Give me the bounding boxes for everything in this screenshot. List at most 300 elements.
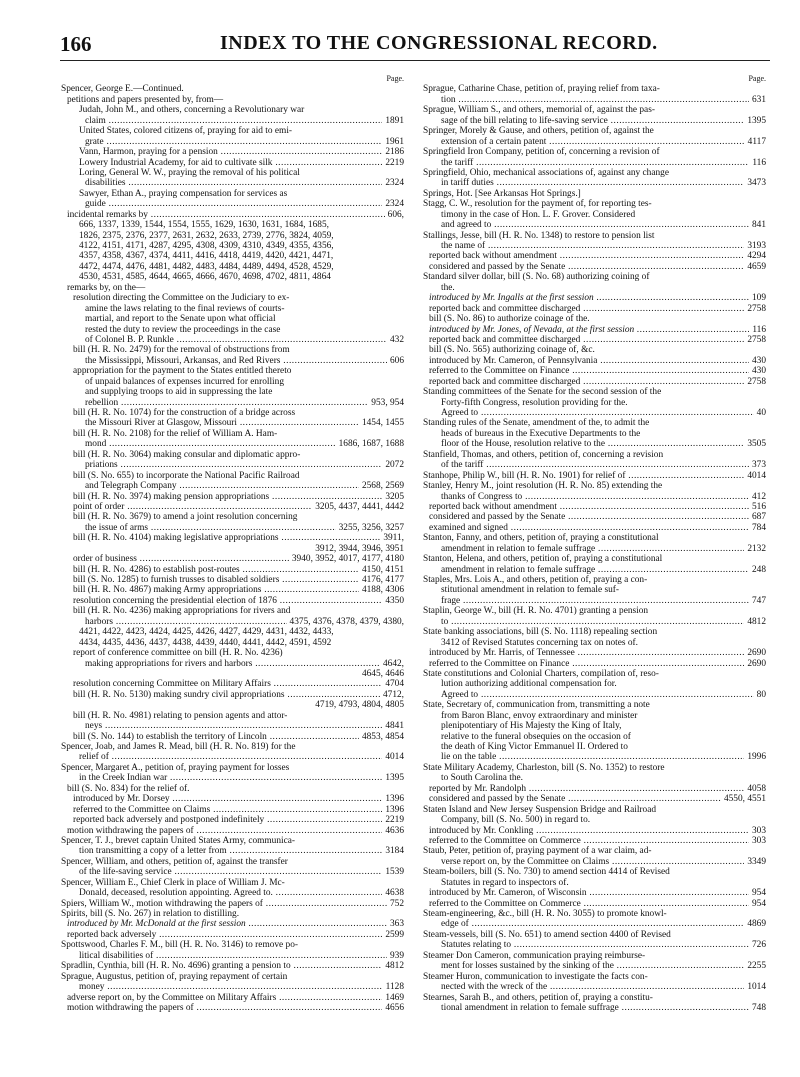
entry-text: of Colonel B. P. Runkle ..... bbox=[85, 335, 404, 345]
index-subentry bbox=[423, 408, 766, 418]
index-subentry bbox=[423, 732, 766, 742]
entry-text: State constitutions and Colonial Charters, compilation of, reso- bbox=[423, 668, 659, 679]
page-reference: 363 bbox=[387, 919, 404, 929]
page-reference: 2255 bbox=[744, 961, 766, 971]
page-reference: 3940, 3952, 4017, 4177, 4180 bbox=[289, 554, 404, 564]
entry-text: grate ..... bbox=[85, 137, 404, 147]
entry-text: from Baron Blanc, envoy extraordinary and minister bbox=[441, 710, 638, 721]
page-reference: 939 bbox=[387, 951, 404, 961]
entry-text: United States, colored citizens of, praying for aid to emi- bbox=[79, 126, 293, 137]
index-subentry bbox=[61, 178, 404, 188]
entry-text: sage of the bill relating to life-saving service ..... bbox=[441, 116, 766, 126]
entry-text: bill (H. R. No. 3679) to amend a joint resolution concerning bbox=[73, 512, 298, 523]
page-reference: 412 bbox=[749, 492, 766, 502]
entry-text: Staplin, George W., bill (H. R. No. 4701) granting a pension bbox=[423, 606, 649, 617]
index-subentry bbox=[61, 596, 404, 606]
entry-text: bill (H. R. No. 3064) making consular and diplomatic appro- bbox=[73, 449, 301, 460]
entry-text: petitions and papers presented by, from— bbox=[67, 94, 224, 105]
entry-text: Agreed to ..... bbox=[441, 408, 766, 418]
entry-text: guide ..... bbox=[85, 199, 404, 209]
entry-text: of the tariff ..... bbox=[441, 460, 766, 470]
entry-text: to ..... bbox=[441, 617, 766, 627]
entry-text: Stanton, Fanny, and others, petition of, praying a constitutional bbox=[423, 533, 659, 544]
entry-text: Loring, General W. W., praying the removal of his political bbox=[79, 167, 300, 178]
entry-text: Vann, Harmon, praying for a pension ..... bbox=[79, 147, 404, 157]
index-entry bbox=[61, 84, 404, 94]
entry-text: considered and passed by the Senate ..... bbox=[429, 794, 766, 804]
index-subentry bbox=[61, 241, 404, 251]
page-reference: 2219 bbox=[382, 815, 404, 825]
index-entry bbox=[423, 418, 766, 428]
index-subentry bbox=[61, 711, 404, 721]
entry-text: Sprague, Augustus, petition of, praying repayment of certain bbox=[61, 971, 288, 982]
index-subentry bbox=[61, 199, 404, 209]
entry-text: tion ..... bbox=[441, 95, 766, 105]
page-reference: 4853, 4854 bbox=[359, 732, 404, 742]
index-subentry bbox=[61, 262, 404, 272]
entry-text: Springfield Iron Company, petition of, concerning a revision of bbox=[423, 147, 660, 158]
entry-text: plenipotentiary of His Majesty the King of Italy, bbox=[441, 721, 622, 732]
index-subentry bbox=[61, 648, 404, 658]
index-entry bbox=[423, 105, 766, 115]
index-subentry bbox=[61, 450, 404, 460]
page-reference: 606 bbox=[387, 356, 404, 366]
entry-text: stitutional amendment in relation to female suf- bbox=[441, 585, 620, 596]
index-subentry bbox=[61, 533, 404, 543]
entry-text: introduced by Mr. Cameron, of Wisconsin ..... bbox=[429, 888, 766, 898]
page-reference: 4058 bbox=[744, 784, 766, 794]
index-subentry bbox=[423, 1003, 766, 1013]
page-reference: 1996 bbox=[744, 752, 766, 762]
entry-text: Spencer, George E.—Continued. bbox=[61, 84, 184, 95]
page-reference: 4659 bbox=[744, 262, 766, 272]
index-entry bbox=[423, 930, 766, 940]
page-reference: 4704 bbox=[382, 679, 404, 689]
index-entry bbox=[61, 961, 404, 971]
entry-text: Spencer, Joab, and James R. Mead, bill (H. R. No. 819) for the bbox=[61, 742, 296, 752]
page-reference: 1396 bbox=[382, 805, 404, 815]
entry-text: report of conference committee on bill (H. R. No. 4236) bbox=[73, 648, 283, 659]
page-reference: 1686, 1687, 1688 bbox=[336, 439, 404, 449]
entry-text: Springfield, Ohio, mechanical associations of, against any change bbox=[423, 167, 669, 178]
entry-text: reported back without amendment ..... bbox=[429, 251, 766, 261]
entry-text: bill (H. R. No. 5130) making sundry civil appropriations ..... bbox=[73, 690, 404, 700]
page-reference: 1395 bbox=[744, 116, 766, 126]
page-reference: 2072 bbox=[382, 460, 404, 470]
entry-text: tion transmitting a copy of a letter from ..... bbox=[79, 846, 404, 856]
page-reference: 303 bbox=[749, 836, 766, 846]
page-reference: 2568, 2569 bbox=[359, 481, 404, 491]
entry-text: resolution directing the Committee on the Judiciary to ex- bbox=[73, 293, 290, 304]
page-reference: 1014 bbox=[744, 982, 766, 992]
index-subentry bbox=[61, 345, 404, 355]
index-subentry bbox=[61, 502, 404, 512]
page-reference: 4636 bbox=[382, 826, 404, 836]
page-reference: 4350 bbox=[382, 596, 404, 606]
entry-text: reported back without amendment ..... bbox=[429, 502, 766, 512]
index-entry bbox=[61, 878, 404, 888]
index-entry bbox=[423, 481, 766, 491]
entry-text: reported back and committee discharged ..... bbox=[429, 377, 766, 387]
index-subentry bbox=[61, 732, 404, 742]
index-subentry bbox=[61, 773, 404, 783]
index-subentry bbox=[423, 940, 766, 950]
page-column-heading bbox=[423, 74, 766, 84]
index-subentry bbox=[61, 147, 404, 157]
index-subentry bbox=[423, 116, 766, 126]
index-entry bbox=[61, 742, 404, 752]
index-subentry bbox=[61, 919, 404, 929]
index-subentry bbox=[423, 585, 766, 595]
entry-text: reported back adversely ..... bbox=[67, 930, 404, 940]
entry-text: bill (H. R. No. 2479) for the removal of obstructions from bbox=[73, 345, 290, 356]
page-reference: 747 bbox=[749, 596, 766, 606]
entry-text: amendment in relation to female suffrage ..... bbox=[441, 565, 766, 575]
entry-text: examined and signed ..... bbox=[429, 523, 766, 533]
index-entry bbox=[61, 857, 404, 867]
index-subentry bbox=[423, 356, 766, 366]
entry-text: bill (S. No. 834) for the relief of. bbox=[67, 783, 190, 794]
index-entry bbox=[423, 471, 766, 481]
index-subentry bbox=[423, 565, 766, 575]
page-reference: 2690 bbox=[744, 648, 766, 658]
entry-text: Standard silver dollar, bill (S. No. 68) authorizing coining of bbox=[423, 272, 650, 283]
entry-text: introduced by Mr. Jones, of Nevada, at the first session ..... bbox=[429, 325, 766, 335]
index-subentry bbox=[423, 366, 766, 376]
index-subentry bbox=[423, 721, 766, 731]
entry-text: Stanton, Helena, and others, petition of, praying a constitutional bbox=[423, 554, 663, 565]
index-entry bbox=[61, 909, 404, 919]
index-subentry bbox=[61, 429, 404, 439]
index-subentry bbox=[423, 262, 766, 272]
index-subentry bbox=[61, 523, 404, 533]
page-reference: 4294 bbox=[744, 251, 766, 261]
index-subentry bbox=[61, 930, 404, 940]
index-entry bbox=[423, 272, 766, 282]
index-subentry bbox=[61, 439, 404, 449]
page-reference: 748 bbox=[749, 1003, 766, 1013]
entry-text: bill (H. R. No. 4981) relating to pension agents and attor- bbox=[73, 710, 288, 721]
entry-text: frage ..... bbox=[441, 596, 766, 606]
page-reference: 2219 bbox=[382, 158, 404, 168]
page-reference: 3349 bbox=[744, 857, 766, 867]
entry-text: bill (S. No. 565) authorizing coinage of, &c. bbox=[429, 345, 595, 356]
index-entry bbox=[423, 763, 766, 773]
index-subentry bbox=[61, 784, 404, 794]
entry-text: Page. bbox=[386, 74, 404, 83]
entry-text: 3912, 3944, 3946, 3951 bbox=[315, 543, 404, 554]
entry-text: adverse report on, by the Committee on Military Affairs ..... bbox=[67, 993, 404, 1003]
entry-text: Page. bbox=[748, 74, 766, 83]
index-subentry bbox=[423, 648, 766, 658]
index-subentry bbox=[61, 418, 404, 428]
entry-text: referred to the Committee on Finance ..... bbox=[429, 366, 766, 376]
entry-text: reported back and committee discharged ..... bbox=[429, 304, 766, 314]
index-subentry bbox=[423, 815, 766, 825]
page-reference: 1454, 1455 bbox=[359, 418, 404, 428]
entry-text: Spencer, William, and others, petition of, against the transfer bbox=[61, 856, 288, 867]
entry-text: Agreed to ..... bbox=[441, 690, 766, 700]
entry-text: referred to the Committee on Commerce ..... bbox=[429, 899, 766, 909]
index-entry bbox=[423, 168, 766, 178]
entry-text: Sawyer, Ethan A., praying compensation for services as bbox=[79, 188, 288, 199]
index-entry bbox=[423, 606, 766, 616]
index-subentry bbox=[423, 398, 766, 408]
page-reference: 4638 bbox=[382, 888, 404, 898]
page-reference: 4117 bbox=[745, 137, 766, 147]
page-reference: 1469 bbox=[382, 993, 404, 1003]
entry-text: 4122, 4151, 4171, 4287, 4295, 4308, 4309, 4310, 4349, 4355, 4356, bbox=[79, 241, 334, 251]
index-entry bbox=[423, 84, 766, 94]
entry-text: Stanhope, Philip W., bill (H. R. No. 1901) for relief of ..... bbox=[423, 471, 766, 481]
entry-text: the Missouri River at Glasgow, Missouri ..... bbox=[85, 418, 404, 428]
entry-text: Spencer, T. J., brevet captain United States Army, communica- bbox=[61, 835, 296, 846]
entry-text: rebellion ..... bbox=[85, 398, 404, 408]
entry-text: money ..... bbox=[79, 982, 404, 992]
entry-text: Staub, Peter, petition of, praying payment of a war claim, ad- bbox=[423, 846, 652, 857]
entry-text: to South Carolina the. bbox=[441, 773, 524, 784]
page-reference: 953, 954 bbox=[368, 398, 404, 408]
index-entry bbox=[423, 993, 766, 1003]
page-reference: 2758 bbox=[744, 304, 766, 314]
entry-text: and agreed to ..... bbox=[441, 220, 766, 230]
index-entry bbox=[423, 387, 766, 397]
index-entry bbox=[423, 627, 766, 637]
index-subentry bbox=[61, 669, 404, 679]
entry-text: reported back and committee discharged ..... bbox=[429, 335, 766, 345]
entry-text: Springer, Morely & Gause, and others, petition of, against the bbox=[423, 126, 654, 137]
page-reference: 752 bbox=[387, 899, 404, 909]
index-subentry bbox=[423, 251, 766, 261]
index-subentry bbox=[61, 116, 404, 126]
index-subentry bbox=[61, 220, 404, 230]
index-subentry bbox=[61, 95, 404, 105]
index-subentry bbox=[61, 700, 404, 710]
entry-text: 4434, 4435, 4436, 4437, 4438, 4439, 4440, 4441, 4442, 4591, 4592 bbox=[79, 637, 332, 648]
index-subentry bbox=[61, 408, 404, 418]
entry-text: in tariff duties ..... bbox=[441, 178, 766, 188]
page-reference: 4550, 4551 bbox=[721, 794, 766, 804]
page-reference: 1891 bbox=[382, 116, 404, 126]
index-subentry bbox=[423, 283, 766, 293]
entry-text: referred to the Committee on Claims ..... bbox=[73, 805, 404, 815]
entry-text: bill (H. R. No. 4867) making Army appropriations ..... bbox=[73, 585, 404, 595]
index-subentry bbox=[61, 137, 404, 147]
entry-text: disabilities ..... bbox=[85, 178, 404, 188]
index-subentry bbox=[61, 606, 404, 616]
entry-text: Statutes relating to ..... bbox=[441, 940, 766, 950]
index-subentry bbox=[61, 314, 404, 324]
entry-text: reported back adversely and postponed indefinitely ..... bbox=[73, 815, 404, 825]
entry-text: bill (H. R. No. 4236) making appropriations for rivers and bbox=[73, 606, 291, 617]
page-reference: 4642, bbox=[380, 659, 404, 669]
entry-text: Sprague, Catharine Chase, petition of, praying relief from taxa- bbox=[423, 84, 660, 95]
page-reference: 2758 bbox=[744, 377, 766, 387]
page-header bbox=[60, 30, 770, 61]
entry-text: the death of King Victor Emmanuel II. Ordered to bbox=[441, 742, 628, 752]
entry-text: amine the laws relating to the final reviews of courts- bbox=[85, 303, 285, 314]
index-subentry bbox=[61, 554, 404, 564]
page-reference: 4176, 4177 bbox=[359, 575, 404, 585]
index-subentry bbox=[61, 460, 404, 470]
index-subentry bbox=[61, 272, 404, 282]
index-entry bbox=[423, 700, 766, 710]
index-entry bbox=[423, 199, 766, 209]
page-reference: 1396 bbox=[382, 794, 404, 804]
entry-text: Spottswood, Charles F. M., bill (H. R. No. 3146) to remove po- bbox=[61, 940, 298, 951]
entry-text: amendment in relation to female suffrage ..... bbox=[441, 544, 766, 554]
page-reference: 2324 bbox=[382, 199, 404, 209]
entry-text: bill (H. R. No. 2108) for the relief of William A. Ham- bbox=[73, 428, 278, 439]
page-reference: 116 bbox=[749, 158, 766, 168]
index-subentry bbox=[423, 502, 766, 512]
entry-text: 1826, 2375, 2376, 2377, 2631, 2632, 2633, 2739, 2776, 3824, 4059, bbox=[79, 230, 334, 241]
entry-text: lie on the table ..... bbox=[441, 752, 766, 762]
index-subentry bbox=[423, 857, 766, 867]
index-subentry bbox=[423, 836, 766, 846]
entry-text: Steamer Don Cameron, communication praying reimburse- bbox=[423, 950, 646, 961]
entry-text: introduced by Mr. Cameron, of Pennsylvania ..... bbox=[429, 356, 766, 366]
index-subentry bbox=[423, 679, 766, 689]
entry-text: litical disabilities of ..... bbox=[79, 951, 404, 961]
page-title: INDEX TO THE CONGRESSIONAL RECORD. bbox=[220, 32, 658, 54]
index-subentry bbox=[61, 565, 404, 575]
entry-text: remarks by, on the— bbox=[67, 282, 146, 293]
index-subentry bbox=[423, 878, 766, 888]
entry-text: State banking associations, bill (S. No. 1118) repealing section bbox=[423, 627, 658, 638]
page-reference: 40 bbox=[754, 408, 766, 418]
page-reference: 109 bbox=[749, 293, 766, 303]
entry-text: Steam-boilers, bill (S. No. 730) to amend section 4414 of Revised bbox=[423, 867, 670, 878]
page-reference: 3255, 3256, 3257 bbox=[336, 523, 404, 533]
index-subentry bbox=[61, 752, 404, 762]
index-subentry bbox=[423, 899, 766, 909]
index-subentry bbox=[61, 512, 404, 522]
index-entry bbox=[61, 940, 404, 950]
entry-text: Stagg, C. W., resolution for the payment of, for reporting tes- bbox=[423, 199, 652, 210]
page-reference: 631 bbox=[749, 95, 766, 105]
index-subentry bbox=[423, 429, 766, 439]
entry-text: 666, 1337, 1339, 1544, 1554, 1555, 1629, 1630, 1631, 1684, 1685, bbox=[79, 220, 329, 231]
entry-text: neys ..... bbox=[85, 721, 404, 731]
entry-text: 4421, 4422, 4423, 4424, 4425, 4426, 4427, 4429, 4431, 4432, 4433, bbox=[79, 627, 334, 638]
index-subentry bbox=[423, 178, 766, 188]
entry-text: harbors ..... bbox=[85, 617, 404, 627]
entry-text: 4472, 4474, 4476, 4481, 4482, 4483, 4484, 4489, 4494, 4528, 4529, bbox=[79, 261, 334, 272]
page-reference: 4712, bbox=[380, 690, 404, 700]
page-reference: 4375, 4376, 4378, 4379, 4380, bbox=[287, 617, 404, 627]
entry-text: Stanley, Henry M., joint resolution (H. R. No. 85) extending the bbox=[423, 481, 663, 492]
entry-text: edge of ..... bbox=[441, 919, 766, 929]
index-subentry bbox=[61, 951, 404, 961]
index-subentry bbox=[61, 815, 404, 825]
index-subentry bbox=[423, 304, 766, 314]
index-subentry bbox=[61, 293, 404, 303]
entry-text: Statutes in regard to inspectors of. bbox=[441, 877, 569, 888]
index-entry bbox=[61, 899, 404, 909]
entry-text: nected with the wreck of the ..... bbox=[441, 982, 766, 992]
entry-text: of the life-saving service ..... bbox=[79, 867, 404, 877]
page-reference: 4869 bbox=[744, 919, 766, 929]
index-subentry bbox=[61, 826, 404, 836]
index-subentry bbox=[61, 126, 404, 136]
entry-text: relief of ..... bbox=[79, 752, 404, 762]
index-subentry bbox=[423, 439, 766, 449]
index-subentry bbox=[423, 220, 766, 230]
index-subentry bbox=[61, 867, 404, 877]
entry-text: bill (H. R. No. 1074) for the construction of a bridge across bbox=[73, 408, 296, 418]
index-subentry bbox=[61, 189, 404, 199]
index-subentry bbox=[61, 627, 404, 637]
index-subentry bbox=[61, 846, 404, 856]
page-column-heading bbox=[61, 74, 404, 84]
entry-text: motion withdrawing the papers of ..... bbox=[67, 1003, 404, 1013]
entry-text: introduced by Mr. Conkling ..... bbox=[429, 826, 766, 836]
page-reference: 373 bbox=[749, 460, 766, 470]
entry-text: 4719, 4793, 4804, 4805 bbox=[315, 700, 404, 711]
page-reference: 4014 bbox=[382, 752, 404, 762]
index-subentry bbox=[61, 231, 404, 241]
entry-text: Springs, Hot. [See Arkansas Hot Springs.] bbox=[423, 188, 581, 199]
page-reference: 3911, bbox=[380, 533, 404, 543]
index-entry bbox=[423, 951, 766, 961]
page-reference: 430 bbox=[749, 366, 766, 376]
page-reference: 80 bbox=[754, 690, 766, 700]
page-reference: 954 bbox=[749, 888, 766, 898]
index-subentry bbox=[61, 210, 404, 220]
entry-text: Lowery Industrial Academy, for aid to cultivate silk ..... bbox=[79, 158, 404, 168]
page-reference: 2324 bbox=[382, 178, 404, 188]
index-entry bbox=[423, 147, 766, 157]
entry-text: lution authorizing additional compensation for. bbox=[441, 679, 617, 690]
page-reference: 3193 bbox=[744, 241, 766, 251]
entry-text: the name of ..... bbox=[441, 241, 766, 251]
entry-text: introduced by Mr. McDonald at the first session ..... bbox=[67, 919, 404, 929]
entry-text: thanks of Congress to ..... bbox=[441, 492, 766, 502]
page-reference: 2132 bbox=[744, 544, 766, 554]
entry-text: verse report on, by the Committee on Claims ..... bbox=[441, 857, 766, 867]
index-subentry bbox=[61, 993, 404, 1003]
index-entry bbox=[61, 972, 404, 982]
index-subentry bbox=[61, 356, 404, 366]
page-reference: 3473 bbox=[744, 178, 766, 188]
entry-text: floor of the House, resolution relative to the ..... bbox=[441, 439, 766, 449]
page-reference: 2599 bbox=[382, 930, 404, 940]
index-subentry bbox=[423, 544, 766, 554]
index-subentry bbox=[61, 638, 404, 648]
entry-text: priations ..... bbox=[85, 460, 404, 470]
entry-text: Judah, John M., and others, concerning a Revolutionary war bbox=[79, 105, 305, 116]
entry-text: Spencer, Margaret A., petition of, praying payment for losses bbox=[61, 762, 290, 773]
index-subentry bbox=[423, 335, 766, 345]
page-reference: 248 bbox=[749, 565, 766, 575]
entry-text: bill (S. No. 655) to incorporate the National Pacific Railroad bbox=[73, 470, 300, 481]
index-subentry bbox=[423, 210, 766, 220]
page-reference: 430 bbox=[749, 356, 766, 366]
entry-text: Company, bill (S. No. 500) in regard to. bbox=[441, 815, 591, 826]
entry-text: introduced by Mr. Dorsey ..... bbox=[73, 794, 404, 804]
entry-text: heads of bureaus in the Executive Departments to the bbox=[441, 428, 641, 439]
page-reference: 954 bbox=[749, 899, 766, 909]
entry-text: motion withdrawing the papers of ..... bbox=[67, 826, 404, 836]
entry-text: the tariff ..... bbox=[441, 158, 766, 168]
page-reference: 726 bbox=[749, 940, 766, 950]
index-subentry bbox=[423, 137, 766, 147]
index-subentry bbox=[61, 168, 404, 178]
entry-text: and Telegraph Company ..... bbox=[85, 481, 404, 491]
entry-text: and supplying troops to aid in suppressing the late bbox=[85, 387, 273, 398]
index-subentry bbox=[61, 585, 404, 595]
